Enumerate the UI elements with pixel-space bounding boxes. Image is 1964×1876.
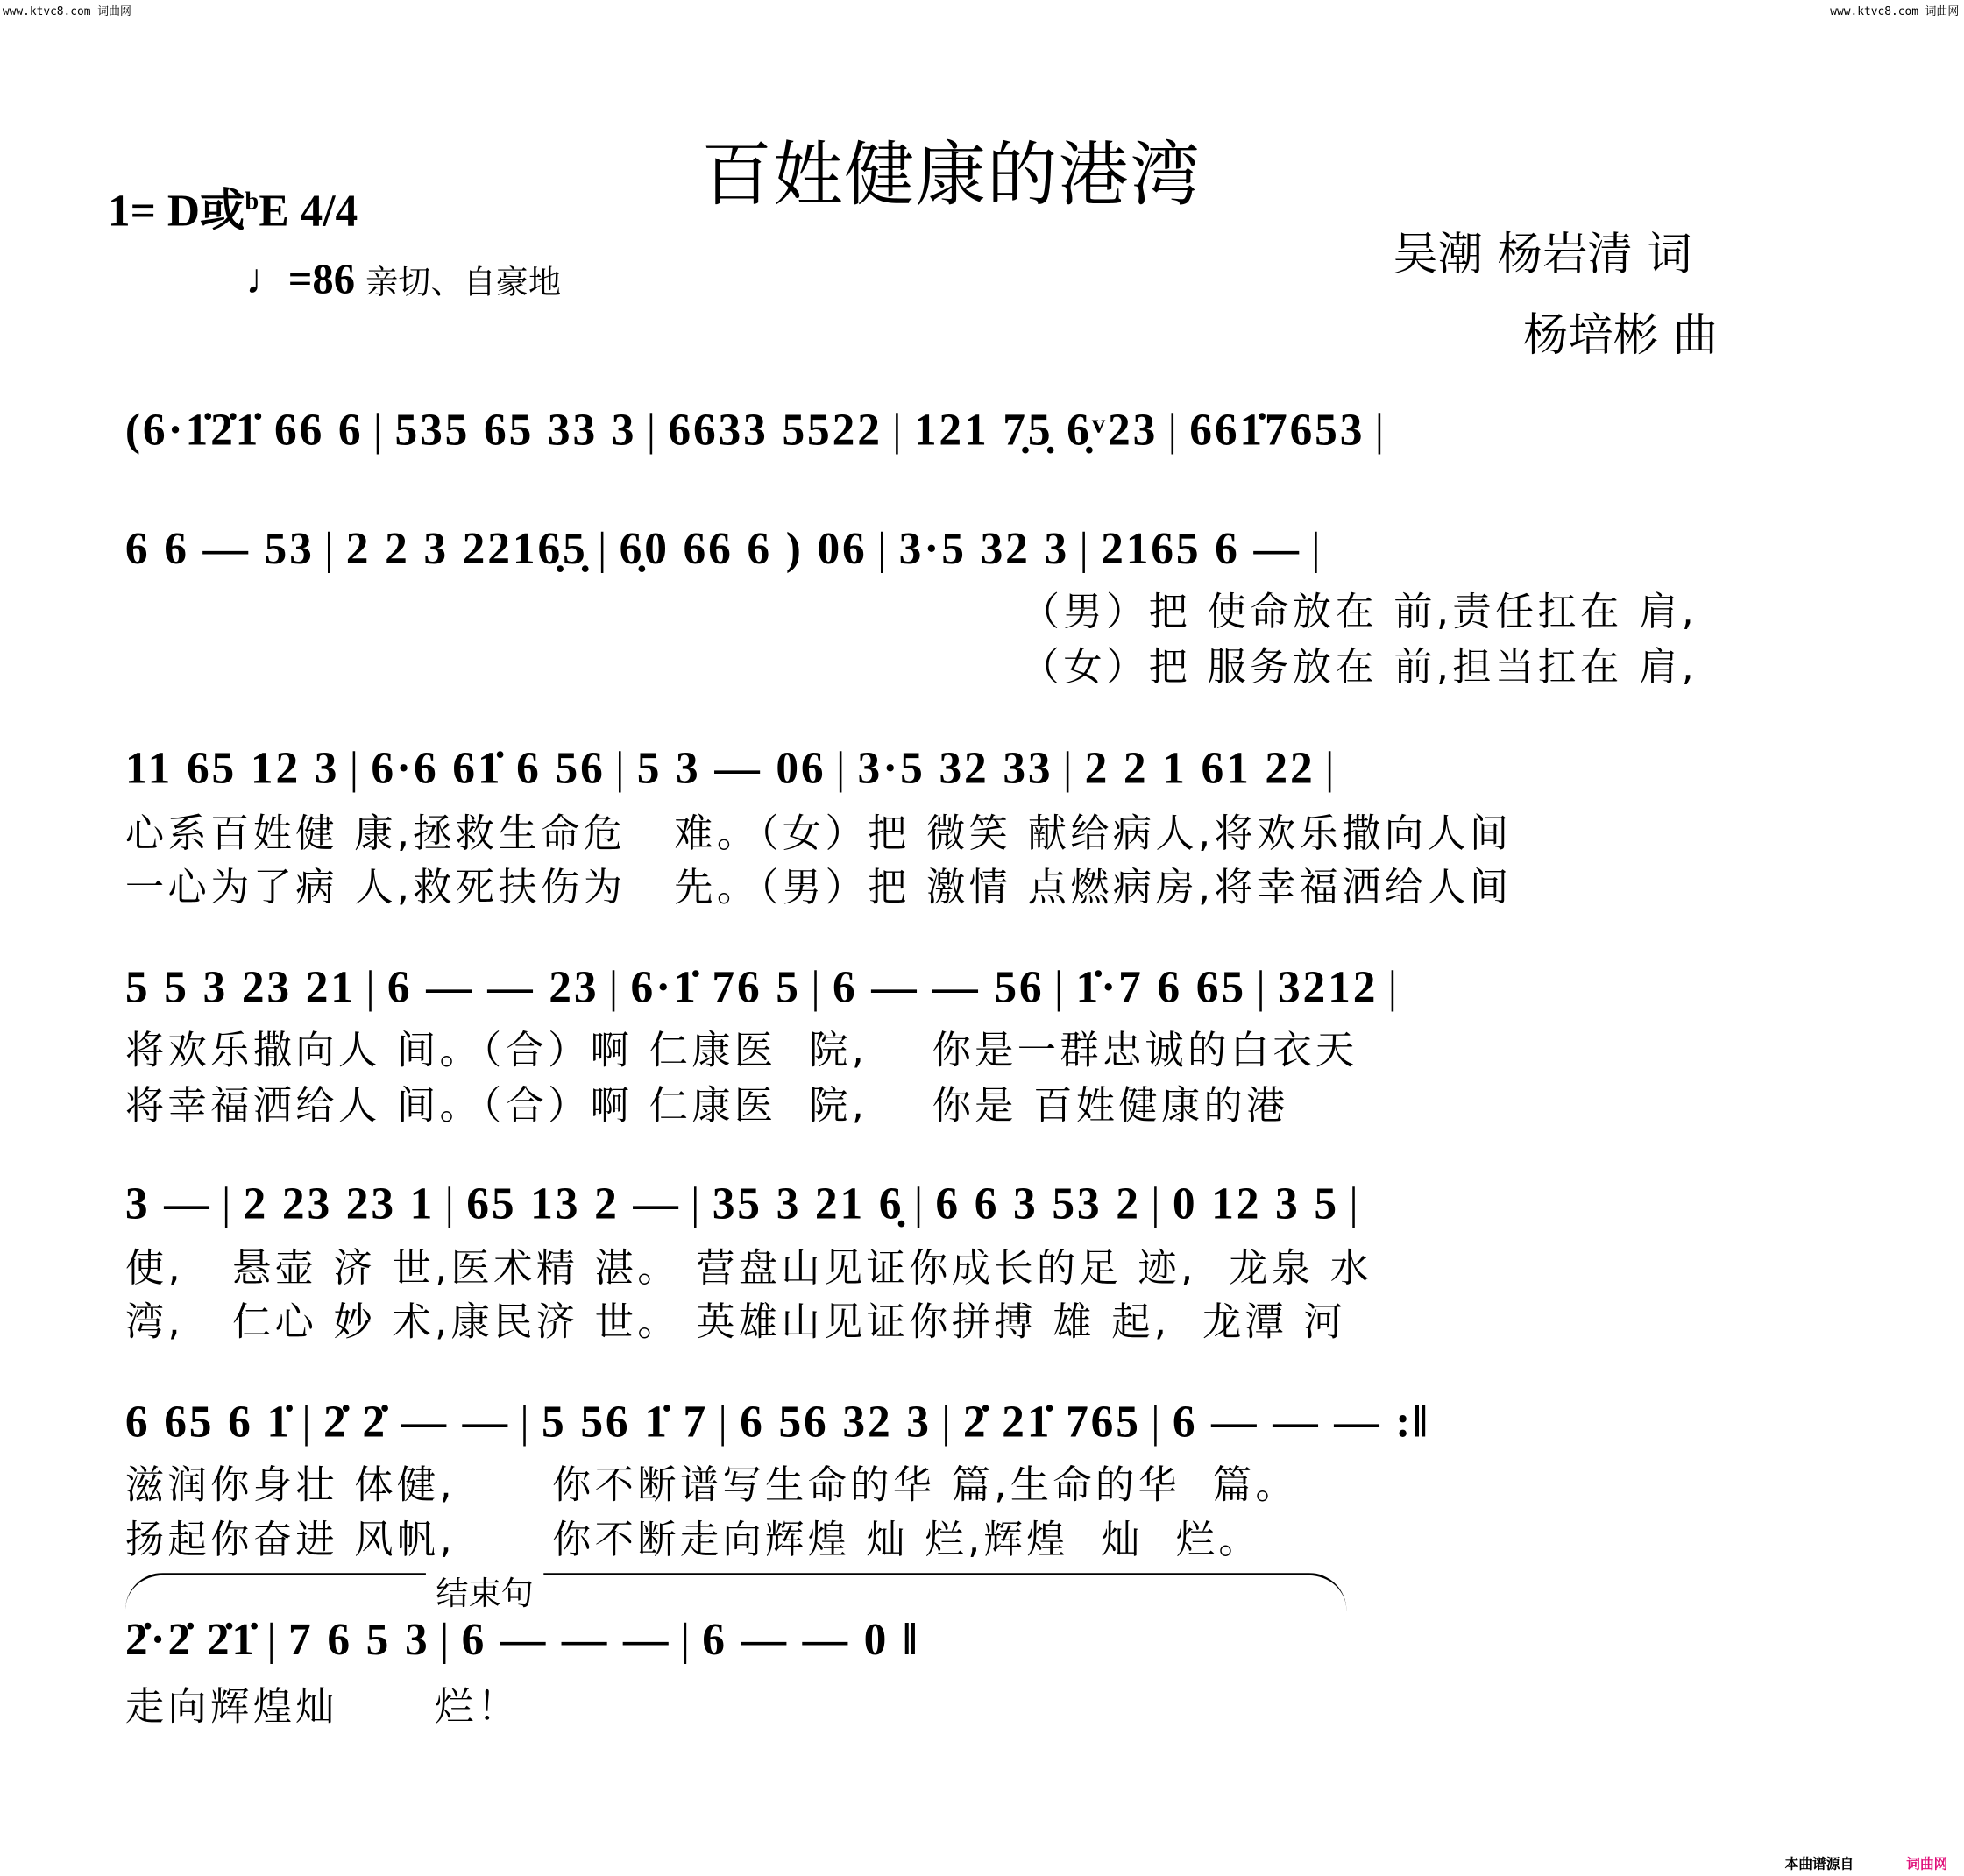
barline: | — [892, 404, 904, 455]
measure: 6633 5522 — [668, 404, 883, 455]
measure: 3212 — [1277, 961, 1379, 1012]
barline: | — [1324, 742, 1337, 793]
notation-line — [125, 1395, 1430, 1448]
quarter-note-icon: ♩ — [245, 256, 288, 303]
measure: 6·6 61̇ 6 56 — [371, 742, 606, 793]
measure: 6 — — 23 — [386, 961, 599, 1012]
barline: | — [608, 961, 621, 1012]
coda-bracket — [125, 1573, 1346, 1613]
barline: | — [615, 742, 627, 793]
barline: | — [811, 961, 823, 1012]
footer-source: 本曲谱源自 — [1784, 1856, 1854, 1872]
measure: 6 — — — — [461, 1614, 671, 1665]
lyrics-line: 心系百姓健 康,拯救生命危 难。（女）把 微笑 献给病人,将欢乐撒向人间 — [124, 811, 1513, 857]
barline: | — [1387, 961, 1400, 1012]
barline: | — [1151, 1178, 1163, 1229]
measure: 2 2 1 61 22 — [1084, 742, 1315, 793]
barline: | — [365, 961, 378, 1012]
key-suffix: E 4/4 — [259, 185, 358, 236]
barline: | — [372, 404, 386, 455]
lyrics-line: 走向辉煌灿 烂！ — [124, 1684, 521, 1730]
notation-line — [125, 960, 1409, 1013]
lyrics-line: 滋润你身壮 体健, 你不断谱写生命的华 篇,生命的华 篇。 — [124, 1462, 1299, 1508]
notation-line — [125, 1613, 920, 1666]
composer: 杨培彬 曲 — [1522, 310, 1719, 363]
watermark-left: www.ktvc8.com 词曲网 — [2, 6, 131, 19]
barline: | — [266, 1614, 279, 1665]
barline: | — [646, 404, 658, 455]
footer-site-link[interactable]: 词曲网 — [1906, 1856, 1948, 1872]
measure: 6 56 32 3 — [740, 1396, 932, 1447]
barline: | — [349, 742, 361, 793]
barline: | — [1151, 1396, 1163, 1447]
measure: 535 65 33 3 — [394, 404, 637, 455]
measure: 6 6 3 53 2 — [935, 1178, 1141, 1229]
notation-line — [125, 403, 1396, 456]
tempo-marking — [245, 257, 561, 304]
measure: 661̇7653 — [1189, 404, 1365, 455]
measure: 3·5 32 3 — [898, 523, 1070, 574]
barline: | — [1374, 404, 1386, 455]
lyrics-line: 将欢乐撒向人 间。（合）啊 仁康医 院, 你是一群忠诚的白衣天 — [124, 1028, 1358, 1073]
measure: 2̇ 2̇ — — — [323, 1396, 510, 1447]
tempo-value: =86 — [287, 256, 355, 303]
barline: | — [221, 1178, 234, 1229]
measure: 6 — — 56 — [832, 961, 1045, 1012]
measure: 0 12 3 5 — [1172, 1178, 1339, 1229]
barline: | — [1062, 742, 1075, 793]
measure: 2 23 23 1 — [243, 1178, 436, 1229]
measure: 6 — — 0 ‖ — [702, 1614, 920, 1665]
measure: 1̇·7 6 65 — [1075, 961, 1246, 1012]
barline: | — [941, 1396, 954, 1447]
barline: | — [1311, 523, 1323, 574]
measure: 11 65 12 3 — [124, 742, 340, 793]
measure: 7 6 5 3 — [288, 1614, 430, 1665]
measure: 6̣0 66 6 ) 06 — [619, 523, 868, 574]
measure: 35 3 21 6̣ — [712, 1178, 904, 1229]
barline: | — [301, 1396, 314, 1447]
measure: 3·5 32 33 — [857, 742, 1053, 793]
lyrics-line: （女）把 服务放在 前,担当扛在 肩, — [1020, 645, 1698, 690]
lyrics-line: 湾, 仁心 妙 术,康民济 世。 英雄山见证你拼搏 雄 起, 龙潭 河 — [124, 1299, 1347, 1345]
barline: | — [1349, 1178, 1361, 1229]
barline: | — [439, 1614, 452, 1665]
barline: | — [1053, 961, 1067, 1012]
barline: | — [444, 1178, 457, 1229]
barline: | — [913, 1178, 926, 1229]
measure: 6 — — — :‖ — [1172, 1396, 1430, 1447]
measure: 2̇·2̇ 2̇1̇ — [124, 1614, 258, 1665]
barline: | — [718, 1396, 730, 1447]
lyrics-line: 将幸福洒给人 间。（合）啊 仁康医 院, 你是 百姓健康的港 — [124, 1083, 1289, 1129]
coda-label: 结束句 — [426, 1568, 543, 1614]
measure: (6·1̇2̇1̇ 66 6 — [124, 404, 364, 455]
lyrics-line: 使, 悬壶 济 世,医术精 湛。 营盘山见证你成长的足 迹, 龙泉 水 — [124, 1246, 1373, 1292]
flat-sign: b — [245, 188, 259, 216]
key-signature — [108, 175, 358, 239]
measure: 2165 6 — — [1101, 523, 1301, 574]
barline: | — [598, 523, 610, 574]
mood-text: 亲切、自豪地 — [365, 264, 562, 302]
measure: 65 13 2 — — [466, 1178, 681, 1229]
barline: | — [835, 742, 848, 793]
barline: | — [1167, 404, 1180, 455]
lyrics-line: （男）把 使命放在 前,责任扛在 肩, — [1020, 590, 1698, 635]
measure: 121 7̣5̣ 6̣ᵛ23 — [913, 404, 1159, 455]
measure: 3 — — [124, 1178, 212, 1229]
barline: | — [1256, 961, 1268, 1012]
barline: | — [1079, 523, 1091, 574]
lyricist: 吴潮 杨岩清 词 — [1393, 229, 1692, 281]
measure: 6·1̇ 76 5 — [630, 961, 801, 1012]
barline: | — [680, 1614, 692, 1665]
measure: 6 6 — 53 — [124, 523, 315, 574]
lyrics-line: 扬起你奋进 风帆, 你不断走向辉煌 灿 烂,辉煌 灿 烂。 — [124, 1518, 1261, 1563]
measure: 2 2 3 2216̣5̣ — [345, 523, 588, 574]
barline: | — [520, 1396, 532, 1447]
key-prefix: 1= D或 — [107, 185, 245, 236]
measure: 5 3 — 06 — [636, 742, 826, 793]
notation-line — [125, 522, 1333, 575]
barline: | — [877, 523, 890, 574]
barline: | — [691, 1178, 703, 1229]
watermark-right: www.ktvc8.com 词曲网 — [1830, 6, 1960, 19]
barline: | — [324, 523, 337, 574]
measure: 6 65 6 1̇ — [124, 1396, 293, 1447]
notation-line — [125, 1177, 1371, 1229]
notation-line — [125, 741, 1347, 794]
measure: 5 56 1̇ 7 — [542, 1396, 709, 1447]
lyrics-line: 一心为了病 人,救死扶伤为 先。（男）把 激情 点燃病房,将幸福洒给人间 — [124, 865, 1513, 911]
measure: 5 5 3 23 21 — [124, 961, 356, 1012]
song-title: 百姓健康的港湾 — [701, 135, 1202, 217]
measure: 2̇ 21̇ 765 — [962, 1396, 1141, 1447]
